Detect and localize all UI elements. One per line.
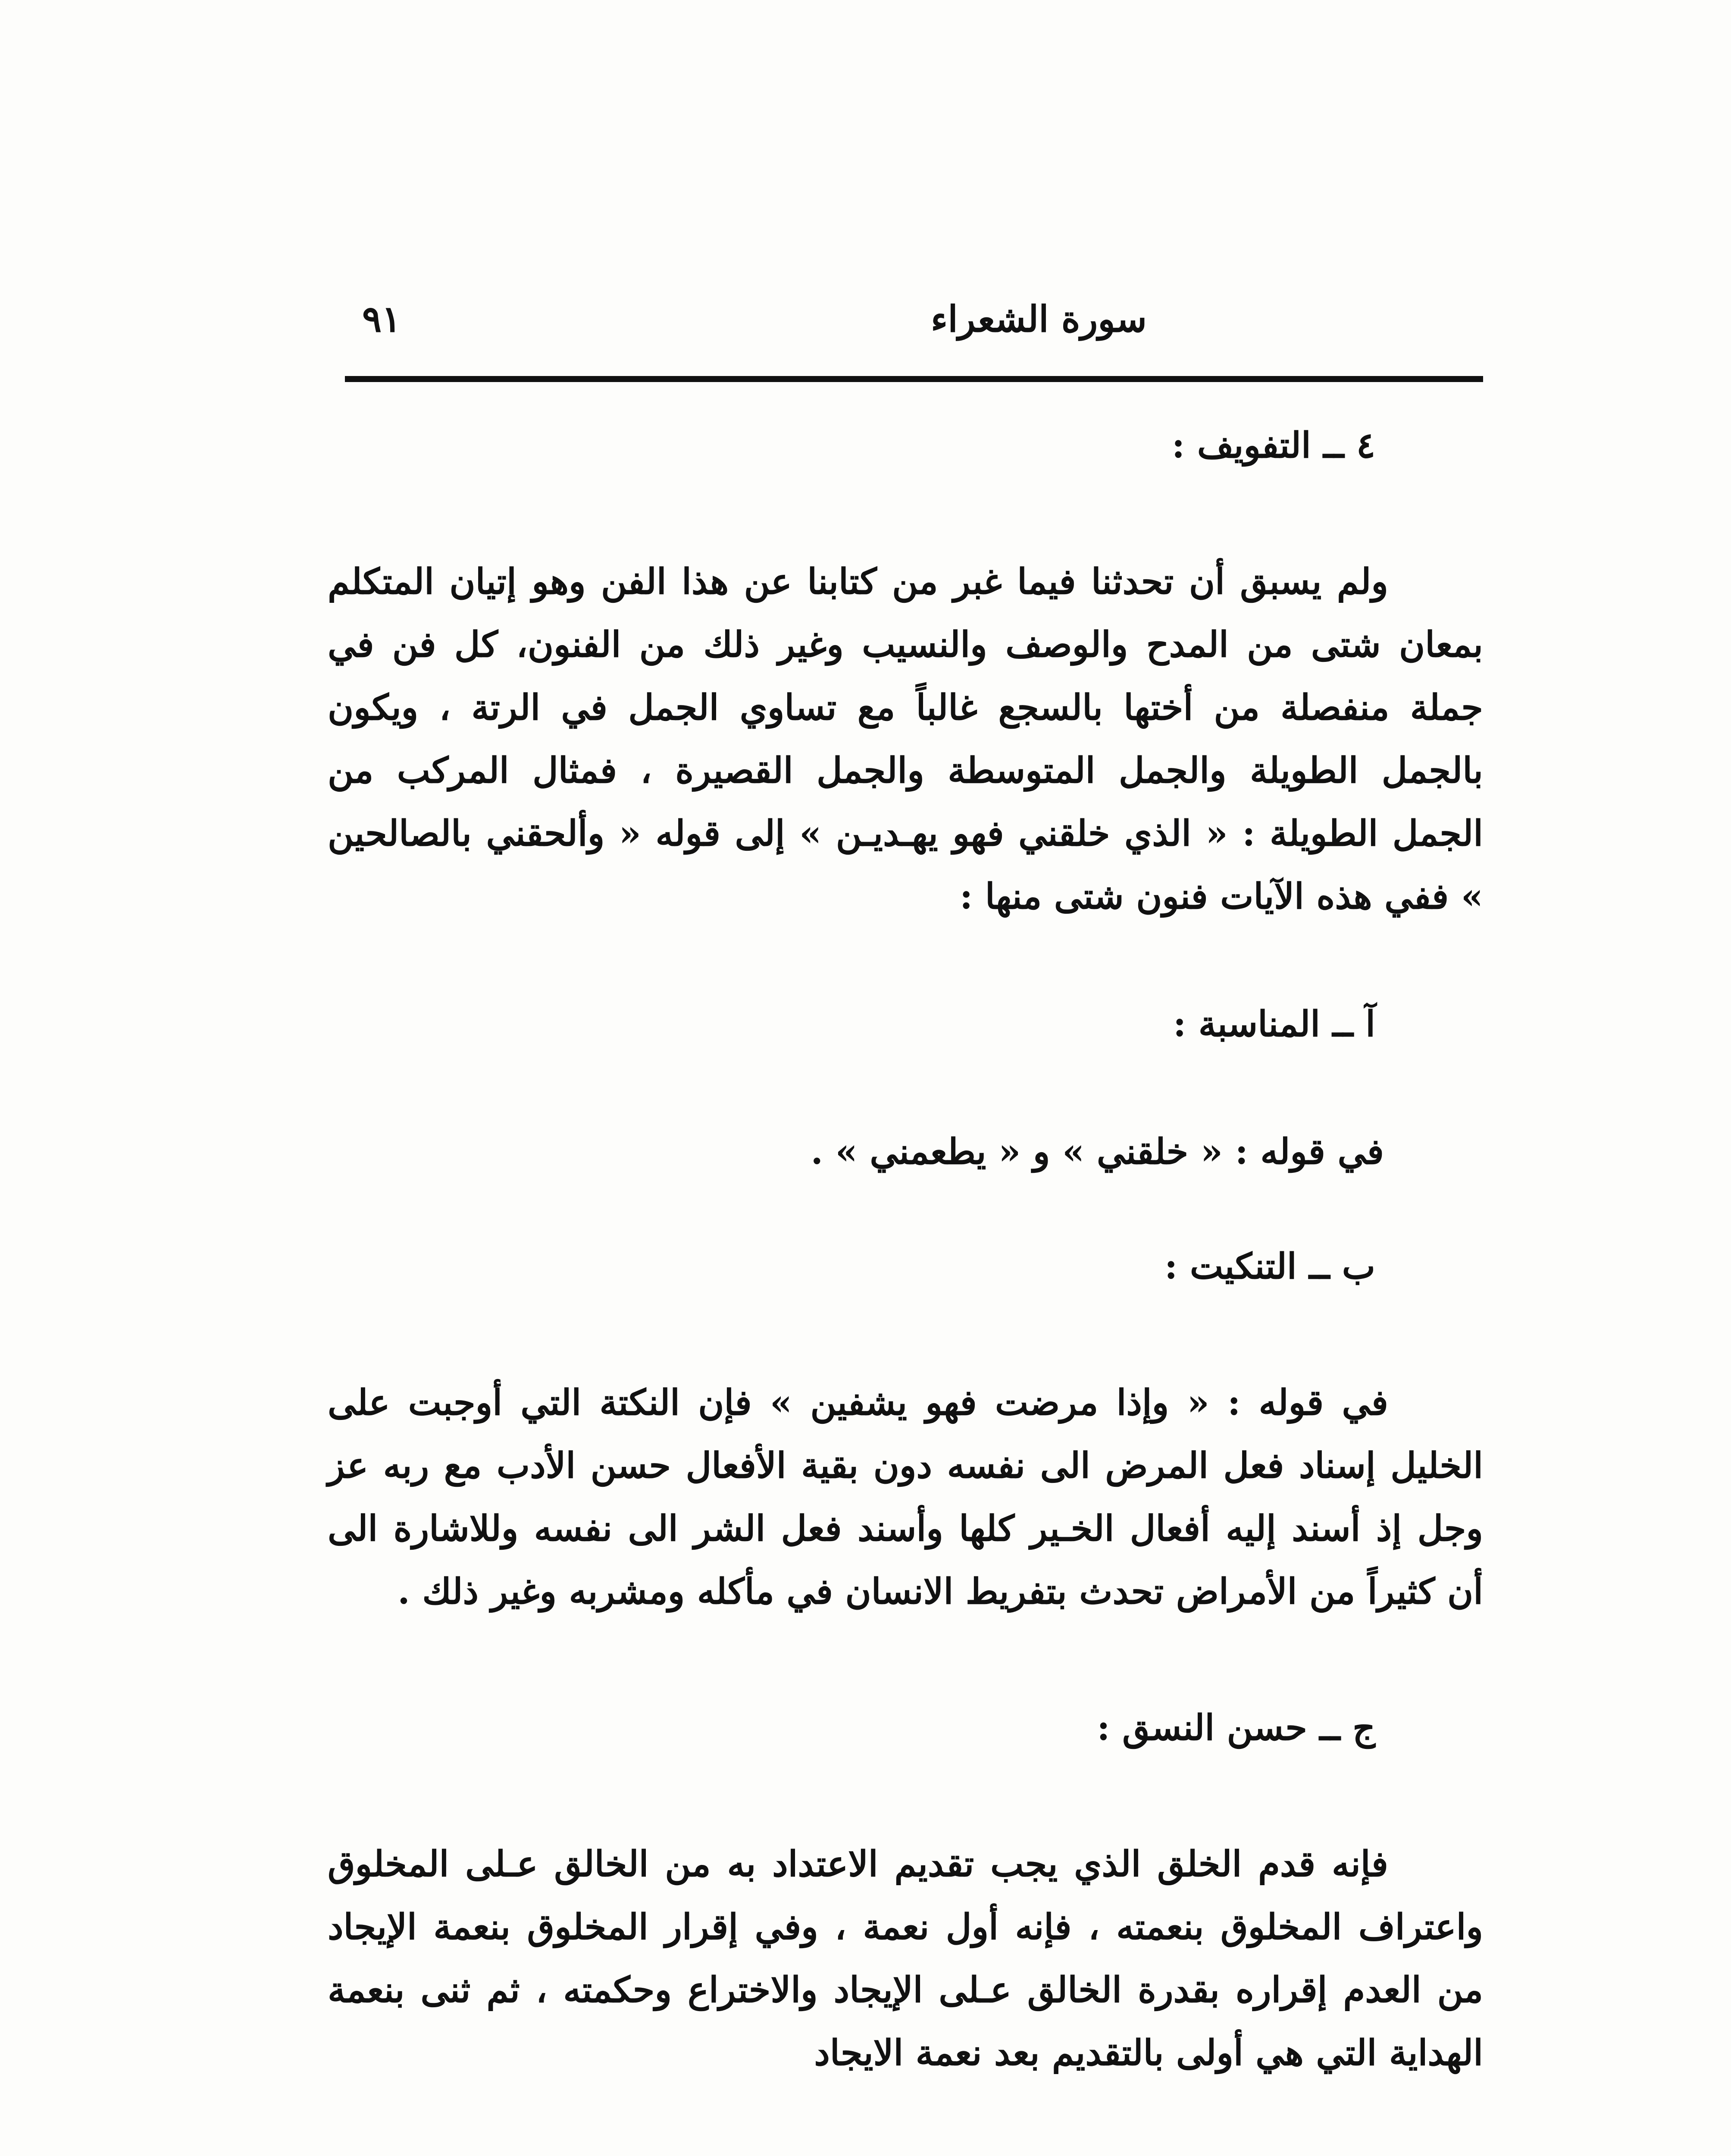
spacer xyxy=(328,477,1483,550)
spacer xyxy=(328,1183,1483,1235)
page-header xyxy=(345,280,1483,367)
spacer xyxy=(328,1056,1483,1120)
spacer xyxy=(328,1298,1483,1371)
paragraph-husn-al-nasaq-text: فإنه قدم الخلق الذي يجب تقديم الاعتداد به من الخالق عـلى المخلوق واعتراف المخلوق بنعمته ، فإنه أول نعمة ، وفي إقرار المخلوق بنعمة الإيجاد من العدم إقراره بقدرة الخالق عـلى الإيجاد والاختراع وحكمته ، ثم ثنى بنعمة الهداية التي هي أولى بالتقديم بعد نعمة الايجاد xyxy=(328,1843,1483,2074)
paragraph-tankit-text: في قوله : « وإذا مرضت فهو يشفين » فإن النكتة التي أوجبت على الخليل إسناد فعل المرض الى نفسه دون بقية الأفعال حسن الأدب مع ربه عز وجل إذ أسند إليه أفعال الخـير كلها وأسند فعل الشر الى نفسه وللاشارة الى أن كثيراً من الأمراض تحدث بتفريط الانسان في مأكله ومشربه وغير ذلك . xyxy=(328,1382,1483,1612)
spacer xyxy=(328,1623,1483,1696)
page-number: ٩١ xyxy=(362,298,401,340)
spacer xyxy=(328,1759,1483,1833)
paragraph-tafwif xyxy=(328,550,1483,928)
paragraph-husn-al-nasaq xyxy=(328,1833,1483,2084)
header-divider xyxy=(345,376,1483,382)
munasaba-text: في قوله : « خلقني » و « يطعمني » . xyxy=(811,1131,1384,1172)
spacer xyxy=(328,928,1483,993)
section-heading-tafwif: ٤ ــ التفويف : xyxy=(1171,425,1375,466)
subheading-husn-al-nasaq: ج ــ حسن النسق : xyxy=(1097,1707,1375,1749)
page-body xyxy=(328,414,1483,2084)
subheading-tankit: ب ــ التنكيت : xyxy=(1164,1246,1375,1287)
paragraph-tankit xyxy=(328,1371,1483,1623)
subheading-munasaba: آ ــ المناسبة : xyxy=(1173,1003,1375,1045)
paragraph-tafwif-text: ولم يسبق أن تحدثنا فيما غبر من كتابنا عن هذا الفن وهو إتيان المتكلم بمعان شتى من المدح والوصف والنسيب وغير ذلك من الفنون، كل فن في جملة منفصلة من أختها بالسجع غالباً مع تساوي الجمل في الرتة ، ويكون بالجمل الطويلة والجمل المتوسطة والجمل القصيرة ، فمثال المركب من الجمل الطويلة : « الذي خلقني فهو يهـديـن » إلى قوله « وألحقني بالصالحين » ففي هذه الآيات فنون شتى منها : xyxy=(328,561,1483,917)
running-title: سورة الشعراء xyxy=(930,298,1147,340)
